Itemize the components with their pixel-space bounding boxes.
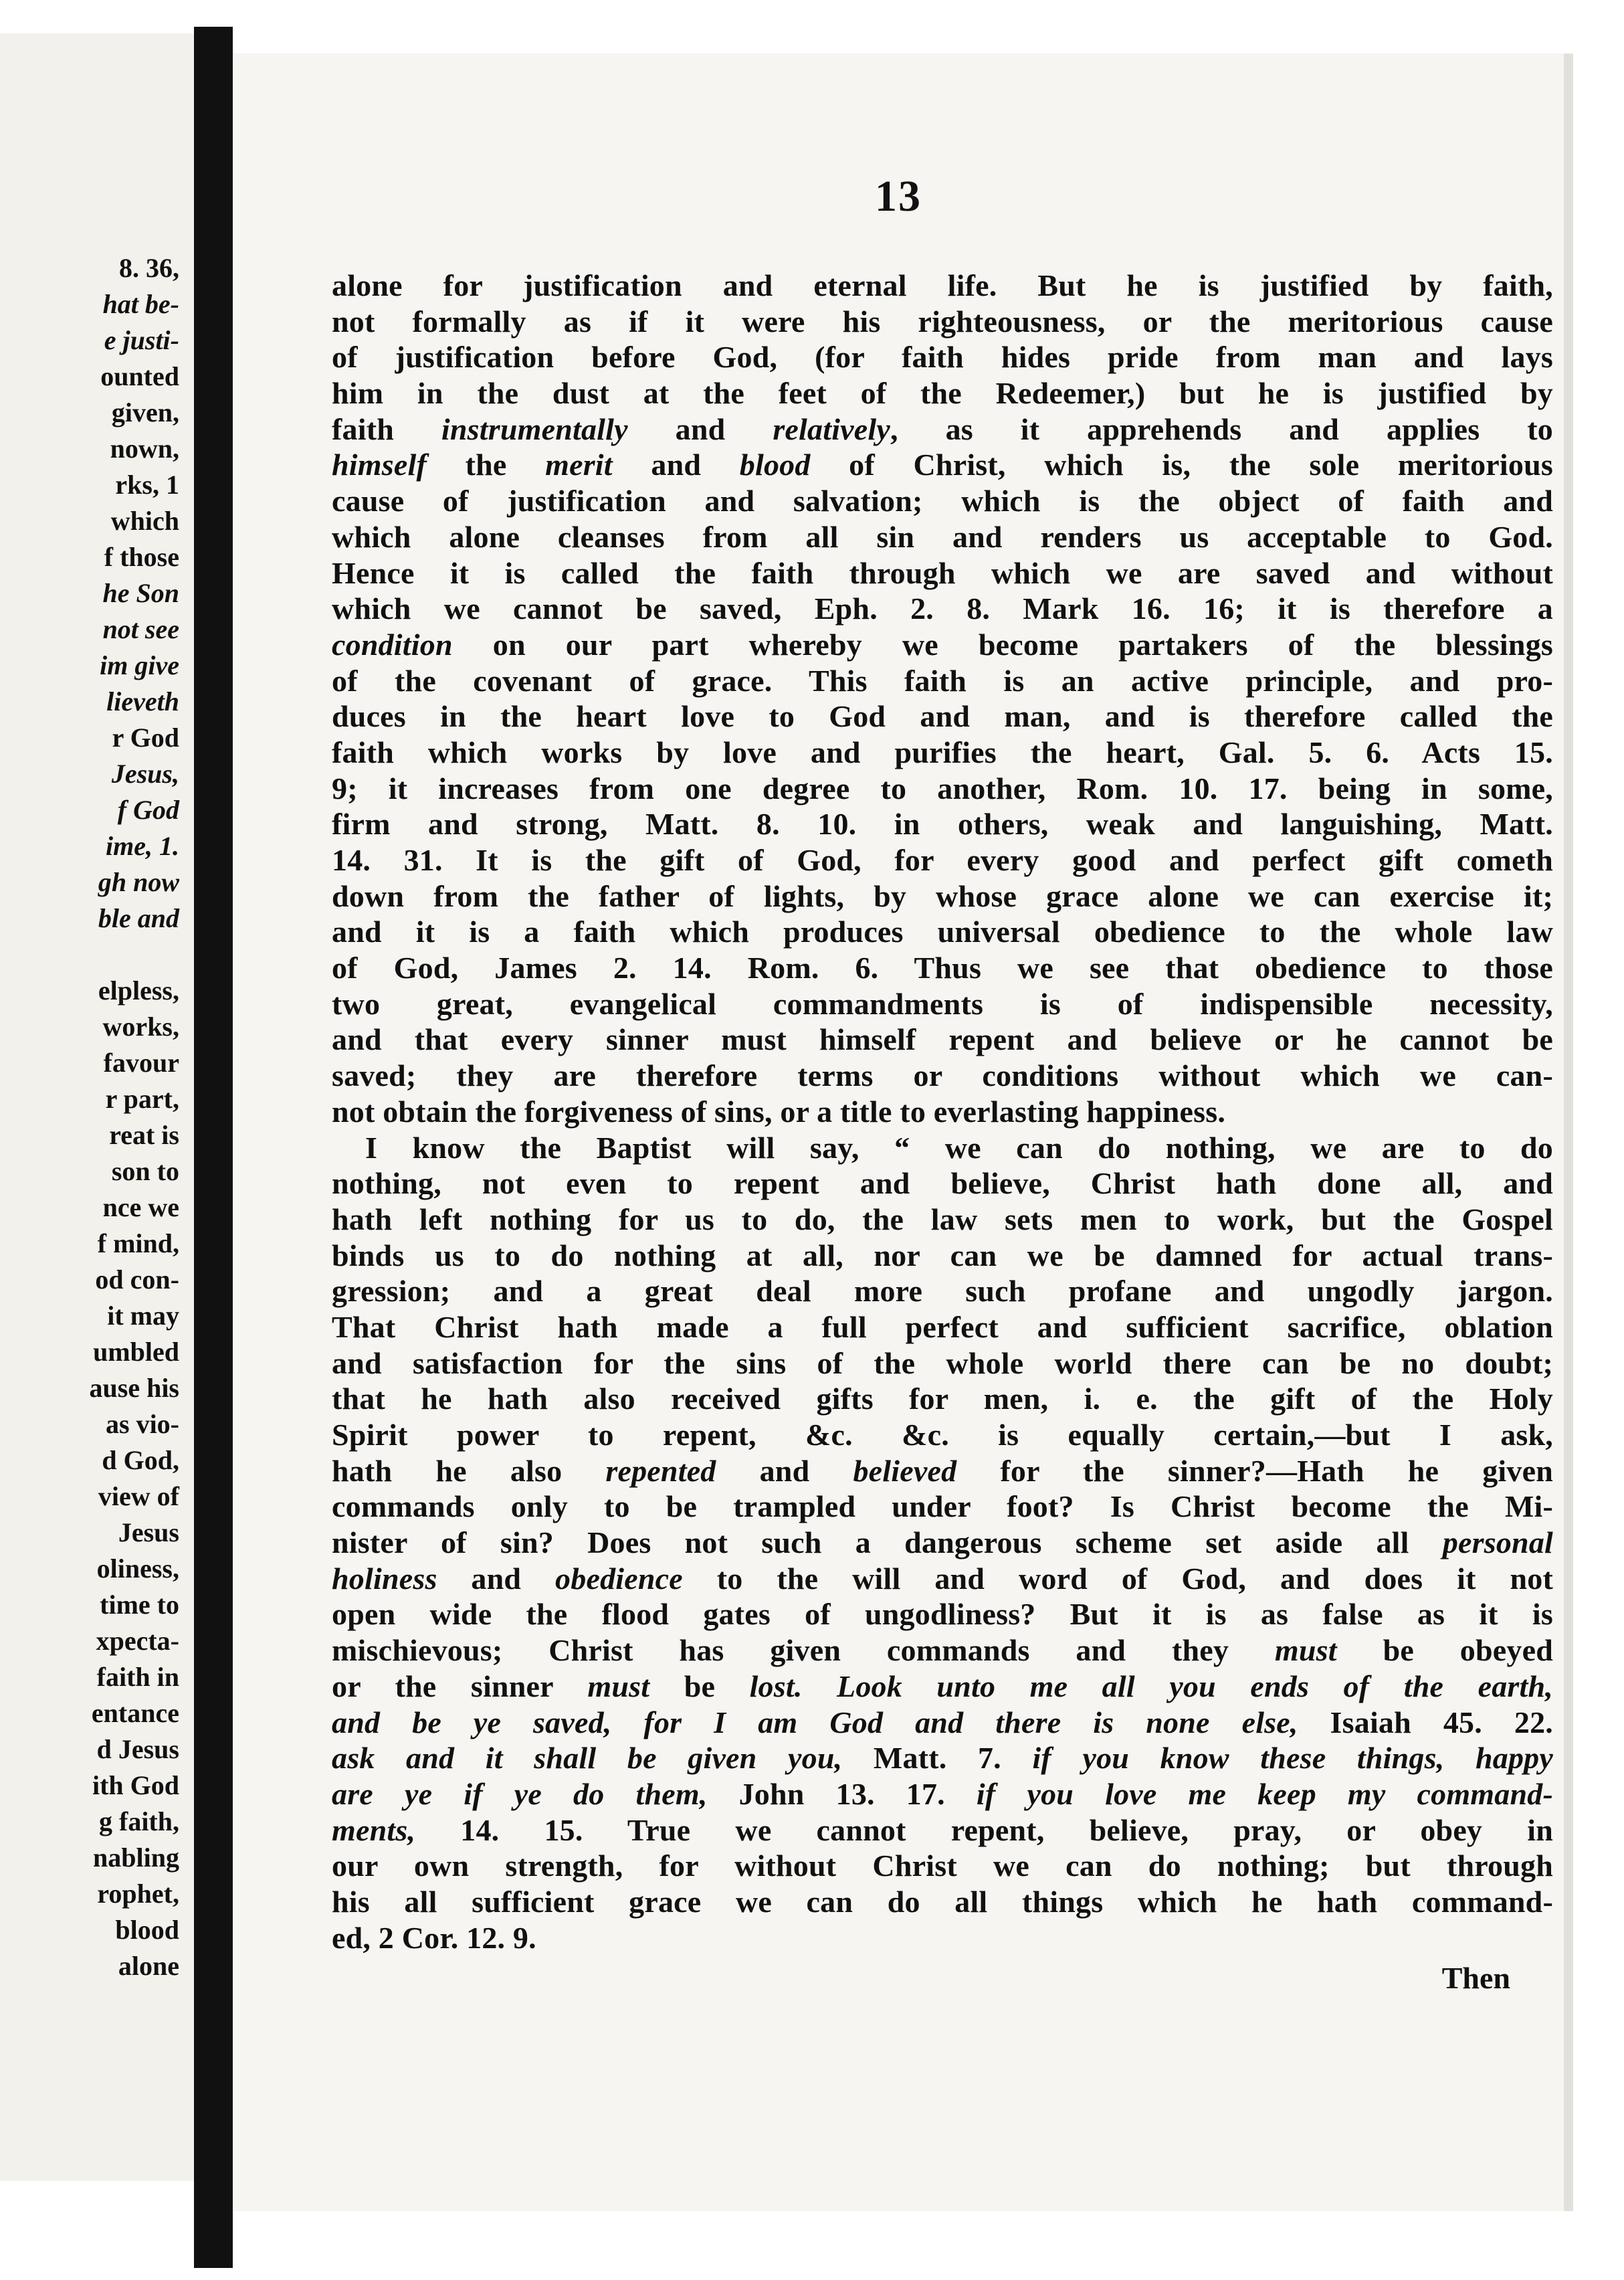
- italic-text: blood: [739, 448, 811, 482]
- text-line: [332, 447, 1553, 483]
- text-segment: nister of sin? Does not such a dangerous scheme set aside all: [332, 1525, 1443, 1560]
- text-segment: be obeyed: [1336, 1633, 1553, 1668]
- italic-text: instrumentally: [441, 411, 628, 446]
- text-segment: faith which works by love and purifies the heart, Gal. 5. 6. Acts 15.: [332, 735, 1553, 769]
- italic-text: holiness: [332, 1561, 437, 1596]
- text-line: [332, 914, 1553, 950]
- italic-text: repented: [605, 1453, 716, 1488]
- text-line: [332, 1525, 1553, 1561]
- text-line: [332, 1632, 1553, 1669]
- facing-page-line: as vio-: [106, 1409, 179, 1439]
- text-line: [332, 268, 1553, 304]
- italic-text: himself: [332, 448, 427, 482]
- italic-text: must: [587, 1669, 650, 1703]
- facing-page-left: [0, 33, 194, 2181]
- facing-page-line: d Jesus: [96, 1734, 179, 1764]
- text-segment: to the will and word of God, and does it not: [682, 1561, 1553, 1596]
- text-segment: down from the father of lights, by whose grace alone we can exercise it;: [332, 878, 1553, 913]
- text-segment: Isaiah 45. 22.: [1298, 1705, 1553, 1739]
- facing-page-line: elpless,: [98, 975, 179, 1006]
- facing-page-line: view of: [98, 1481, 179, 1511]
- text-segment: of justification before God, (for faith hides pride from man and lays: [332, 340, 1553, 375]
- text-line: [332, 806, 1553, 842]
- italic-text: obedience: [555, 1561, 683, 1596]
- text-segment: hath left nothing for us to do, the law sets men to work, but the Gospel: [332, 1202, 1553, 1236]
- text-segment: commands only to be trampled under foot? Is Christ become the Mi-: [332, 1489, 1553, 1524]
- text-segment: 14. 31. It is the gift of God, for every good and perfect gift cometh: [332, 843, 1553, 877]
- italic-text: must: [1274, 1633, 1337, 1668]
- text-line: [332, 1884, 1553, 1920]
- text-segment: firm and strong, Matt. 8. 10. in others, weak and languishing, Matt.: [332, 807, 1553, 842]
- text-segment: not obtain the forgiveness of sins, or a title to everlasting happiness.: [332, 1094, 1226, 1129]
- text-line: [332, 591, 1553, 627]
- facing-page-line: r part,: [105, 1084, 179, 1114]
- facing-page-text: [90, 250, 180, 1984]
- italic-text: relatively: [773, 411, 891, 446]
- text-segment: duces in the heart love to God and man, and is therefore called the: [332, 699, 1553, 734]
- facing-page-line: rophet,: [97, 1879, 179, 1909]
- facing-page-line: ause his: [89, 1373, 179, 1403]
- text-segment: and satisfaction for the sins of the whole world there can be no doubt;: [332, 1345, 1553, 1380]
- text-segment: , as it apprehends and applies to: [890, 411, 1553, 446]
- text-line: [332, 1238, 1553, 1274]
- facing-page-line: reat is: [109, 1120, 179, 1150]
- text-line: [332, 411, 1553, 448]
- text-segment: nothing, not even to repent and believe, Christ hath done all, and: [332, 1166, 1553, 1201]
- text-segment: Matt. 7.: [842, 1741, 1033, 1776]
- text-segment: and: [716, 1453, 853, 1488]
- text-line: [332, 1273, 1553, 1309]
- text-line: [332, 950, 1553, 986]
- text-segment: 9; it increases from one degree to another, Rom. 10. 17. being in some,: [332, 771, 1553, 805]
- text-segment: be: [649, 1669, 750, 1703]
- text-segment: and it is a faith which produces universal obedience to the whole law: [332, 915, 1553, 949]
- text-line: [332, 735, 1553, 771]
- facing-page-line: favour: [103, 1048, 179, 1078]
- text-segment: faith: [332, 411, 441, 446]
- italic-text: believed: [853, 1453, 957, 1488]
- text-segment: [803, 1669, 837, 1703]
- text-segment: open wide the flood gates of ungodliness? But it is as false as it is: [332, 1597, 1553, 1632]
- text-segment: and that every sinner must himself repent and believe or he cannot be: [332, 1022, 1553, 1057]
- text-line: [332, 1776, 1553, 1812]
- facing-page-line: not see: [102, 614, 179, 644]
- italic-text: merit: [545, 448, 613, 482]
- page-number: 13: [875, 172, 922, 221]
- text-line: [332, 1417, 1553, 1453]
- text-line: [332, 1740, 1553, 1776]
- facing-page-line: it may: [107, 1301, 179, 1331]
- facing-page-line: ble and: [98, 903, 179, 933]
- catchword: Then: [1441, 1961, 1510, 1995]
- facing-page-line: oliness,: [96, 1553, 179, 1584]
- italic-text: condition: [332, 627, 453, 662]
- text-line: [332, 339, 1553, 375]
- body-text: [332, 268, 1553, 1956]
- text-line: [332, 1561, 1553, 1597]
- text-segment: on our part whereby we become partakers of the blessings: [452, 627, 1553, 662]
- facing-page-line: ime, 1.: [106, 831, 179, 861]
- book-gutter: [194, 27, 233, 2268]
- text-line: [332, 1812, 1553, 1848]
- text-line: [332, 842, 1553, 878]
- text-segment: and: [627, 411, 773, 446]
- facing-page-line: g faith,: [99, 1806, 179, 1836]
- facing-page-line: r God: [112, 723, 179, 753]
- italic-text: Look unto me all you ends of the earth,: [837, 1669, 1553, 1703]
- text-segment: or the sinner: [332, 1669, 588, 1703]
- facing-page-line: ith God: [92, 1770, 179, 1800]
- text-line: [332, 1058, 1553, 1094]
- text-line: [332, 698, 1553, 735]
- text-segment: and: [612, 448, 740, 482]
- text-segment: saved; they are therefore terms or conditions without which we can-: [332, 1058, 1553, 1093]
- italic-text: personal: [1442, 1525, 1553, 1560]
- text-segment: alone for justification and eternal life. But he is justified by faith,: [332, 268, 1553, 302]
- text-line: [332, 663, 1553, 699]
- facing-page-line: xpecta-: [96, 1626, 179, 1656]
- page-edge: [1564, 64, 1570, 2204]
- text-line: [332, 1705, 1553, 1741]
- facing-page-line: blood: [115, 1915, 179, 1945]
- facing-page-line: im give: [100, 650, 179, 680]
- facing-page-line: he Son: [102, 578, 179, 608]
- facing-page-line: hat be-: [102, 289, 179, 319]
- text-segment: not formally as if it were his righteousness, or the meritorious cause: [332, 304, 1553, 339]
- text-segment: his all sufficient grace we can do all things which he hath command-: [332, 1884, 1553, 1919]
- facing-page-line: nce we: [102, 1192, 179, 1222]
- facing-page-line: given,: [111, 397, 179, 428]
- text-segment: hath he also: [332, 1453, 606, 1488]
- text-segment: John 13. 17.: [707, 1776, 977, 1811]
- text-segment: which we cannot be saved, Eph. 2. 8. Mark 16. 16; it is therefore a: [332, 591, 1553, 626]
- text-line: [332, 1309, 1553, 1345]
- text-segment: for the sinner?—Hath he given: [956, 1453, 1553, 1488]
- text-line: [332, 1165, 1553, 1202]
- text-line: [332, 1094, 1553, 1130]
- facing-page-line: f mind,: [97, 1228, 179, 1258]
- italic-text: are ye if ye do them,: [332, 1776, 708, 1811]
- text-line: [332, 1669, 1553, 1705]
- text-line: [332, 1022, 1553, 1058]
- text-segment: the: [426, 448, 546, 482]
- text-line: [332, 627, 1553, 663]
- facing-page-line: son to: [111, 1156, 179, 1186]
- facing-page-line: Jesus: [118, 1517, 179, 1547]
- text-line: [332, 878, 1553, 915]
- facing-page-line: f God: [117, 795, 179, 825]
- facing-page-line: alone: [118, 1951, 179, 1981]
- text-line: [332, 519, 1553, 555]
- text-line: [332, 1345, 1553, 1382]
- text-line: [332, 771, 1553, 807]
- text-line: [332, 1848, 1553, 1884]
- text-segment: our own strength, for without Christ we can do nothing; but through: [332, 1848, 1553, 1883]
- italic-text: ments,: [332, 1812, 416, 1847]
- text-segment: two great, evangelical commandments is of indispensible necessity,: [332, 986, 1553, 1021]
- text-segment: Spirit power to repent, &c. &c. is equally certain,—but I ask,: [332, 1418, 1553, 1452]
- text-line: [332, 483, 1553, 519]
- text-segment: of the covenant of grace. This faith is an active principle, and pro-: [332, 663, 1553, 698]
- italic-text: and be ye saved, for I am God and there is none else,: [332, 1705, 1298, 1739]
- text-segment: mischievous; Christ has given commands and they: [332, 1633, 1275, 1668]
- facing-page-line: works,: [102, 1012, 179, 1042]
- text-segment: That Christ hath made a full perfect and sufficient sacrifice, oblation: [332, 1309, 1553, 1344]
- facing-page-line: f those: [104, 542, 179, 572]
- facing-page-line: lieveth: [106, 686, 179, 717]
- text-line: [332, 1920, 1553, 1956]
- text-line: [332, 555, 1553, 591]
- text-line: [332, 1596, 1553, 1632]
- facing-page-line: entance: [91, 1698, 179, 1728]
- text-segment: and: [437, 1561, 556, 1596]
- facing-page-line: e justi-: [104, 325, 179, 355]
- facing-page-line: time to: [100, 1590, 179, 1620]
- facing-page-line: nabling: [93, 1842, 179, 1873]
- italic-text: ask and it shall be given you,: [332, 1741, 843, 1776]
- facing-page-line: rks, 1: [115, 470, 179, 500]
- text-segment: that he hath also received gifts for men, i. e. the gift of the Holy: [332, 1382, 1553, 1416]
- text-segment: him in the dust at the feet of the Redeemer,) but he is justified by: [332, 376, 1553, 411]
- italic-text: if you love me keep my command-: [976, 1776, 1553, 1811]
- facing-page-line: nown,: [110, 434, 179, 464]
- facing-page-line: umbled: [93, 1337, 179, 1367]
- text-line: [332, 1381, 1553, 1417]
- facing-page-line: faith in: [96, 1662, 179, 1692]
- text-line: [332, 375, 1553, 411]
- text-segment: I know the Baptist will say, “ we can do nothing, we are to do: [365, 1130, 1553, 1165]
- text-line: [332, 304, 1553, 340]
- text-segment: ed, 2 Cor. 12. 9.: [332, 1920, 536, 1955]
- facing-page-line: Jesus,: [111, 759, 179, 789]
- text-segment: of God, James 2. 14. Rom. 6. Thus we see that obedience to those: [332, 951, 1553, 985]
- facing-page-line: 8. 36,: [119, 253, 179, 283]
- italic-text: if you know these things, happy: [1032, 1741, 1553, 1776]
- text-segment: of Christ, which is, the sole meritorious: [810, 448, 1553, 482]
- facing-page-line: which: [110, 506, 179, 536]
- italic-text: lost.: [749, 1669, 803, 1703]
- text-segment: 14. 15. True we cannot repent, believe, pray, or obey in: [415, 1812, 1553, 1847]
- text-line: [332, 1202, 1553, 1238]
- facing-page-line: [90, 937, 180, 973]
- page-13: [233, 54, 1564, 2211]
- text-segment: gression; and a great deal more such profane and ungodly jargon.: [332, 1274, 1553, 1309]
- text-segment: binds us to do nothing at all, nor can we be damned for actual trans-: [332, 1238, 1553, 1272]
- text-line: [332, 1130, 1553, 1166]
- facing-page-line: ounted: [100, 361, 179, 391]
- text-segment: cause of justification and salvation; which is the object of faith and: [332, 484, 1553, 518]
- facing-page-line: d God,: [102, 1445, 179, 1475]
- text-line: [332, 1453, 1553, 1489]
- text-segment: Hence it is called the faith through which we are saved and without: [332, 555, 1553, 590]
- facing-page-line: gh now: [98, 867, 179, 897]
- facing-page-line: od con-: [95, 1264, 179, 1295]
- text-segment: which alone cleanses from all sin and renders us acceptable to God.: [332, 519, 1553, 554]
- text-line: [332, 986, 1553, 1022]
- text-line: [332, 1489, 1553, 1525]
